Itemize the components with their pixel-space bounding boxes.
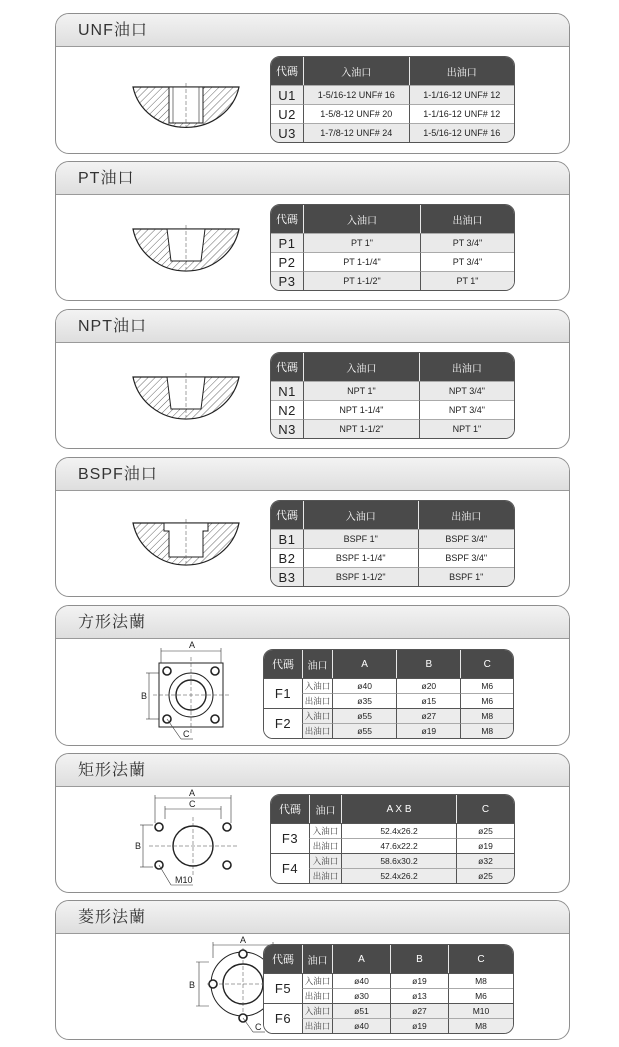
table-row <box>271 548 514 567</box>
col-code: 代碼 <box>271 353 303 381</box>
b-cell: ø19 <box>396 723 460 738</box>
b-cell: ø27 <box>396 708 460 723</box>
col-b: B <box>396 650 460 678</box>
square-flange-spec-table <box>263 649 514 739</box>
table-row <box>271 233 514 252</box>
col-inlet: 入油口 <box>303 353 419 381</box>
c-cell: M6 <box>448 988 513 1003</box>
col-outlet: 出油口 <box>419 353 514 381</box>
outlet-cell: 1-1/16-12 UNF# 12 <box>409 104 515 123</box>
port-cell: 入油口 <box>309 823 341 838</box>
col-code: 代碼 <box>264 650 302 678</box>
code-cell: N2 <box>271 400 303 419</box>
col-inlet: 入油口 <box>303 205 420 233</box>
port-cell: 入油口 <box>302 973 332 988</box>
code-cell: F3 <box>271 823 309 853</box>
b-cell: ø19 <box>390 973 448 988</box>
dim-a-label: A <box>189 789 196 798</box>
dim-m-label: M10 <box>175 875 193 885</box>
code-cell: P3 <box>271 271 303 290</box>
inlet-cell: NPT 1-1/4" <box>303 400 419 419</box>
pt-spec-table <box>270 204 515 291</box>
outlet-cell: NPT 3/4" <box>419 400 514 419</box>
code-cell: N3 <box>271 419 303 438</box>
table-row <box>271 85 514 104</box>
pt-port-section <box>55 161 570 301</box>
col-a: A <box>332 650 396 678</box>
outlet-cell: 1-1/16-12 UNF# 12 <box>409 85 515 104</box>
c-cell: M6 <box>460 678 513 693</box>
dim-c-label: C <box>189 799 196 809</box>
axb-cell: 52.4x26.2 <box>341 823 456 838</box>
b-cell: ø19 <box>390 1018 448 1033</box>
code-cell: U3 <box>271 123 303 142</box>
table-row <box>271 271 514 290</box>
col-c: C <box>456 795 514 823</box>
code-cell: F2 <box>264 708 302 738</box>
axb-cell: 52.4x26.2 <box>341 868 456 883</box>
section-title: BSPF油口 <box>56 458 569 491</box>
dim-a-label: A <box>240 936 247 945</box>
port-cell: 入油口 <box>302 678 332 693</box>
inlet-cell: BSPF 1" <box>303 529 418 548</box>
table-row <box>271 104 514 123</box>
c-cell: M8 <box>448 973 513 988</box>
section-title: 方形法蘭 <box>56 606 569 639</box>
code-cell: U2 <box>271 104 303 123</box>
section-title: 菱形法蘭 <box>56 901 569 934</box>
dim-c-label: C <box>255 1022 262 1032</box>
col-code: 代碼 <box>264 945 302 973</box>
c-cell: ø25 <box>456 823 514 838</box>
port-cross-section-drawing <box>131 225 241 283</box>
c-cell: ø19 <box>456 838 514 853</box>
inlet-cell: NPT 1" <box>303 381 419 400</box>
axb-cell: 58.6x30.2 <box>341 853 456 868</box>
col-port: 油口 <box>309 795 341 823</box>
outlet-cell: NPT 1" <box>419 419 514 438</box>
code-cell: F5 <box>264 973 302 1003</box>
inlet-cell: PT 1" <box>303 233 420 252</box>
col-code: 代碼 <box>271 57 303 85</box>
code-cell: N1 <box>271 381 303 400</box>
table-row <box>271 381 514 400</box>
dim-c-label: C <box>183 729 190 739</box>
outlet-cell: PT 1" <box>420 271 514 290</box>
col-axb: A X B <box>341 795 456 823</box>
col-outlet: 出油口 <box>420 205 514 233</box>
port-cell: 入油口 <box>302 1003 332 1018</box>
table-row <box>264 973 513 988</box>
c-cell: M8 <box>448 1018 513 1033</box>
square-flange-section <box>55 605 570 746</box>
b-cell: ø20 <box>396 678 460 693</box>
b-cell: ø15 <box>396 693 460 708</box>
code-cell: B2 <box>271 548 303 567</box>
a-cell: ø55 <box>332 708 396 723</box>
c-cell: M8 <box>460 723 513 738</box>
section-title: UNF油口 <box>56 14 569 47</box>
outlet-cell: PT 3/4" <box>420 233 514 252</box>
port-cell: 入油口 <box>302 708 332 723</box>
code-cell: F6 <box>264 1003 302 1033</box>
table-row <box>264 988 513 1003</box>
col-outlet: 出油口 <box>418 501 514 529</box>
table-row <box>271 400 514 419</box>
table-row <box>264 723 513 738</box>
a-cell: ø40 <box>332 1018 390 1033</box>
a-cell: ø51 <box>332 1003 390 1018</box>
port-cell: 出油口 <box>309 868 341 883</box>
inlet-cell: PT 1-1/4" <box>303 252 420 271</box>
inlet-cell: 1-5/8-12 UNF# 20 <box>303 104 409 123</box>
code-cell: B3 <box>271 567 303 586</box>
inlet-cell: PT 1-1/2" <box>303 271 420 290</box>
table-row <box>271 567 514 586</box>
port-cell: 出油口 <box>309 838 341 853</box>
table-row <box>271 853 514 868</box>
outlet-cell: PT 3/4" <box>420 252 514 271</box>
unf-port-section <box>55 13 570 154</box>
table-row <box>264 708 513 723</box>
b-cell: ø13 <box>390 988 448 1003</box>
table-row <box>264 693 513 708</box>
inlet-cell: BSPF 1-1/2" <box>303 567 418 586</box>
port-cell: 出油口 <box>302 723 332 738</box>
col-port: 油口 <box>302 650 332 678</box>
port-cell: 出油口 <box>302 693 332 708</box>
table-row <box>264 678 513 693</box>
bspf-spec-table <box>270 500 515 587</box>
port-cell: 出油口 <box>302 988 332 1003</box>
dim-b-label: B <box>135 841 142 851</box>
c-cell: ø32 <box>456 853 514 868</box>
dim-b-label: B <box>141 691 148 701</box>
dim-a-label: A <box>189 641 196 650</box>
table-row <box>264 1003 513 1018</box>
table-row <box>271 419 514 438</box>
col-c: C <box>460 650 513 678</box>
col-c: C <box>448 945 513 973</box>
section-title: 矩形法蘭 <box>56 754 569 787</box>
c-cell: ø25 <box>456 868 514 883</box>
table-row <box>264 1018 513 1033</box>
port-cross-section-drawing <box>131 83 241 139</box>
col-inlet: 入油口 <box>303 501 418 529</box>
code-cell: P2 <box>271 252 303 271</box>
diamond-flange-section <box>55 900 570 1040</box>
inlet-cell: 1-7/8-12 UNF# 24 <box>303 123 409 142</box>
code-cell: B1 <box>271 529 303 548</box>
col-b: B <box>390 945 448 973</box>
table-row <box>271 823 514 838</box>
port-cross-section-drawing <box>131 373 241 431</box>
inlet-cell: NPT 1-1/2" <box>303 419 419 438</box>
code-cell: P1 <box>271 233 303 252</box>
axb-cell: 47.6x22.2 <box>341 838 456 853</box>
b-cell: ø27 <box>390 1003 448 1018</box>
col-outlet: 出油口 <box>409 57 515 85</box>
a-cell: ø40 <box>332 678 396 693</box>
outlet-cell: NPT 3/4" <box>419 381 514 400</box>
c-cell: M10 <box>448 1003 513 1018</box>
rectangular-flange-section <box>55 753 570 893</box>
npt-spec-table <box>270 352 515 439</box>
col-code: 代碼 <box>271 795 309 823</box>
outlet-cell: BSPF 1" <box>418 567 514 586</box>
rectangular-flange-drawing <box>131 789 291 893</box>
code-cell: U1 <box>271 85 303 104</box>
table-row <box>271 252 514 271</box>
inlet-cell: 1-5/16-12 UNF# 16 <box>303 85 409 104</box>
diamond-flange-spec-table <box>263 944 514 1034</box>
inlet-cell: BSPF 1-1/4" <box>303 548 418 567</box>
a-cell: ø30 <box>332 988 390 1003</box>
outlet-cell: BSPF 3/4" <box>418 548 514 567</box>
c-cell: M6 <box>460 693 513 708</box>
outlet-cell: BSPF 3/4" <box>418 529 514 548</box>
col-code: 代碼 <box>271 501 303 529</box>
col-a: A <box>332 945 390 973</box>
bspf-port-section <box>55 457 570 597</box>
table-row <box>271 123 514 142</box>
port-cell: 入油口 <box>309 853 341 868</box>
dim-b-label: B <box>189 980 196 990</box>
outlet-cell: 1-5/16-12 UNF# 16 <box>409 123 515 142</box>
col-inlet: 入油口 <box>303 57 409 85</box>
table-row <box>271 529 514 548</box>
section-title: NPT油口 <box>56 310 569 343</box>
a-cell: ø55 <box>332 723 396 738</box>
npt-port-section <box>55 309 570 449</box>
unf-spec-table <box>270 56 515 143</box>
rectangular-flange-spec-table <box>270 794 515 884</box>
a-cell: ø40 <box>332 973 390 988</box>
c-cell: M8 <box>460 708 513 723</box>
port-cell: 出油口 <box>302 1018 332 1033</box>
code-cell: F4 <box>271 853 309 883</box>
col-code: 代碼 <box>271 205 303 233</box>
col-port: 油口 <box>302 945 332 973</box>
section-title: PT油口 <box>56 162 569 195</box>
a-cell: ø35 <box>332 693 396 708</box>
code-cell: F1 <box>264 678 302 708</box>
port-cross-section-drawing <box>131 519 241 577</box>
